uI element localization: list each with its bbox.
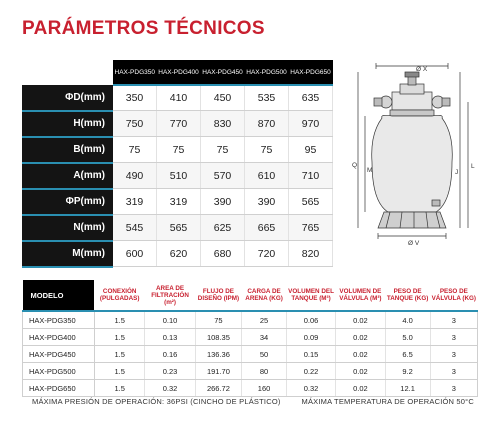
- specifications-cell: 1.5: [94, 380, 144, 397]
- dimensions-header-blank: [22, 60, 113, 85]
- dimensions-cell: 75: [201, 137, 245, 163]
- diagram-label-j: J: [455, 169, 459, 176]
- dimensions-cell: 75: [113, 137, 157, 163]
- dimensions-model-header: HAX-PDG500: [245, 60, 289, 85]
- specifications-cell: 0.32: [145, 380, 195, 397]
- table-row: [23, 311, 478, 329]
- dimensions-cell: 570: [201, 163, 245, 189]
- specifications-header: AREA DE FILTRACIÓN (m²): [145, 280, 195, 311]
- dimensions-row: [22, 163, 333, 189]
- table-row: [23, 363, 478, 380]
- table-row: [23, 346, 478, 363]
- specifications-cell: 34: [242, 329, 287, 346]
- dimensions-row: [22, 85, 333, 111]
- dimensions-cell: 665: [245, 215, 289, 241]
- specifications-cell: 160: [242, 380, 287, 397]
- specifications-cell: 136.36: [195, 346, 242, 363]
- dimensions-row-label: ΦD(mm): [22, 85, 113, 111]
- specifications-cell: 0.02: [336, 380, 385, 397]
- specifications-header: PESO DE TANQUE (KG): [385, 280, 430, 311]
- specifications-header: PESO DE VÁLVULA (KG): [430, 280, 477, 311]
- dimensions-model-header: HAX-PDG650: [289, 60, 333, 85]
- specifications-cell: 0.10: [145, 311, 195, 329]
- dimensions-cell: 75: [157, 137, 201, 163]
- specifications-cell: 75: [195, 311, 242, 329]
- specifications-header: CONEXIÓN (PULGADAS): [94, 280, 144, 311]
- dimensions-cell: 765: [289, 215, 333, 241]
- dimensions-model-header: HAX-PDG450: [201, 60, 245, 85]
- specifications-model: HAX-PDG450: [23, 346, 95, 363]
- dimensions-cell: 680: [201, 241, 245, 267]
- dimensions-model-header: HAX-PDG400: [157, 60, 201, 85]
- dimensions-row-label: N(mm): [22, 215, 113, 241]
- specifications-cell: 0.16: [145, 346, 195, 363]
- specifications-cell: 191.70: [195, 363, 242, 380]
- specifications-cell: 3: [430, 346, 477, 363]
- specifications-cell: 1.5: [94, 346, 144, 363]
- dimensions-cell: 710: [289, 163, 333, 189]
- dimensions-cell: 625: [201, 215, 245, 241]
- specifications-cell: 0.02: [336, 329, 385, 346]
- specifications-table: [22, 280, 478, 397]
- dimensions-row: [22, 189, 333, 215]
- dimensions-header-row: [22, 60, 333, 85]
- dimensions-cell: 565: [289, 189, 333, 215]
- dimensions-cell: 870: [245, 111, 289, 137]
- dimensions-cell: 390: [245, 189, 289, 215]
- specifications-cell: 0.13: [145, 329, 195, 346]
- specifications-header-row: [23, 280, 478, 311]
- dimensions-row: [22, 241, 333, 267]
- specifications-model: HAX-PDG400: [23, 329, 95, 346]
- dimensions-cell: 95: [289, 137, 333, 163]
- specifications-model: HAX-PDG500: [23, 363, 95, 380]
- dimensions-cell: 820: [289, 241, 333, 267]
- specifications-cell: 3: [430, 311, 477, 329]
- specifications-cell: 3: [430, 380, 477, 397]
- dimensions-cell: 770: [157, 111, 201, 137]
- diagram-label-x: Ø X: [416, 66, 428, 73]
- dimensions-cell: 410: [157, 85, 201, 111]
- dimensions-cell: 319: [157, 189, 201, 215]
- dimensions-cell: 490: [113, 163, 157, 189]
- dimensions-cell: 610: [245, 163, 289, 189]
- dimensions-cell: 319: [113, 189, 157, 215]
- specifications-cell: 0.23: [145, 363, 195, 380]
- dimensions-row-label: H(mm): [22, 111, 113, 137]
- specifications-cell: 80: [242, 363, 287, 380]
- dimensions-cell: 720: [245, 241, 289, 267]
- table-row: [23, 380, 478, 397]
- dimensions-row-label: ΦP(mm): [22, 189, 113, 215]
- specifications-header: VOLUMEN DEL TANQUE (M³): [286, 280, 335, 311]
- specifications-cell: 5.0: [385, 329, 430, 346]
- dimensions-row: [22, 137, 333, 163]
- dimensions-cell: 830: [201, 111, 245, 137]
- specifications-cell: 0.02: [336, 346, 385, 363]
- specifications-cell: 0.32: [286, 380, 335, 397]
- specifications-model: HAX-PDG650: [23, 380, 95, 397]
- diagram-label-l: L: [471, 163, 475, 170]
- dimensions-row: [22, 215, 333, 241]
- specifications-cell: 3: [430, 363, 477, 380]
- specifications-cell: 3: [430, 329, 477, 346]
- dimensions-row-label: B(mm): [22, 137, 113, 163]
- specifications-cell: 50: [242, 346, 287, 363]
- sand-filter-diagram: [352, 62, 480, 247]
- specifications-model: HAX-PDG350: [23, 311, 95, 329]
- specifications-header: FLUJO DE DISEÑO (IPM): [195, 280, 242, 311]
- specifications-cell: 1.5: [94, 329, 144, 346]
- specifications-header: CARGA DE ARENA (KG): [242, 280, 287, 311]
- table-row: [23, 329, 478, 346]
- dimensions-cell: 535: [245, 85, 289, 111]
- dimensions-row-label: A(mm): [22, 163, 113, 189]
- specifications-cell: 1.5: [94, 311, 144, 329]
- diagram-label-v: Ø V: [408, 240, 420, 247]
- dimensions-cell: 450: [201, 85, 245, 111]
- specifications-cell: 108.35: [195, 329, 242, 346]
- dimensions-cell: 510: [157, 163, 201, 189]
- max-pressure-note: MÁXIMA PRESIÓN DE OPERACIÓN: 36PSI (CINCHO DE PLÁSTICO): [32, 397, 281, 406]
- max-temperature-note: MÁXIMA TEMPERATURA DE OPERACIÓN 50°C: [301, 397, 474, 406]
- dimensions-row: [22, 111, 333, 137]
- specifications-cell: 9.2: [385, 363, 430, 380]
- specifications-cell: 0.02: [336, 311, 385, 329]
- dimensions-cell: 750: [113, 111, 157, 137]
- dimensions-row-label: M(mm): [22, 241, 113, 267]
- dimensions-cell: 620: [157, 241, 201, 267]
- specifications-cell: 25: [242, 311, 287, 329]
- specifications-header: MODELO: [23, 280, 95, 311]
- specifications-cell: 6.5: [385, 346, 430, 363]
- page-title: PARÁMETROS TÉCNICOS: [22, 18, 265, 39]
- dimensions-table: [22, 60, 333, 268]
- specifications-cell: 0.09: [286, 329, 335, 346]
- specifications-cell: 12.1: [385, 380, 430, 397]
- dimensions-cell: 350: [113, 85, 157, 111]
- specifications-header: VOLUMEN DE VÁLVULA (M³): [336, 280, 385, 311]
- specifications-cell: 4.0: [385, 311, 430, 329]
- dimensions-cell: 600: [113, 241, 157, 267]
- dimensions-cell: 565: [157, 215, 201, 241]
- dimensions-cell: 545: [113, 215, 157, 241]
- specifications-cell: 266.72: [195, 380, 242, 397]
- specifications-cell: 0.02: [336, 363, 385, 380]
- dimensions-cell: 390: [201, 189, 245, 215]
- diagram-label-q: Q: [352, 162, 358, 169]
- dimensions-model-header: HAX-PDG350: [113, 60, 157, 85]
- specifications-cell: 0.15: [286, 346, 335, 363]
- specifications-cell: 0.22: [286, 363, 335, 380]
- dimensions-cell: 635: [289, 85, 333, 111]
- diagram-label-m: M: [367, 167, 373, 174]
- specifications-cell: 1.5: [94, 363, 144, 380]
- dimensions-cell: 970: [289, 111, 333, 137]
- specifications-cell: 0.06: [286, 311, 335, 329]
- dimensions-cell: 75: [245, 137, 289, 163]
